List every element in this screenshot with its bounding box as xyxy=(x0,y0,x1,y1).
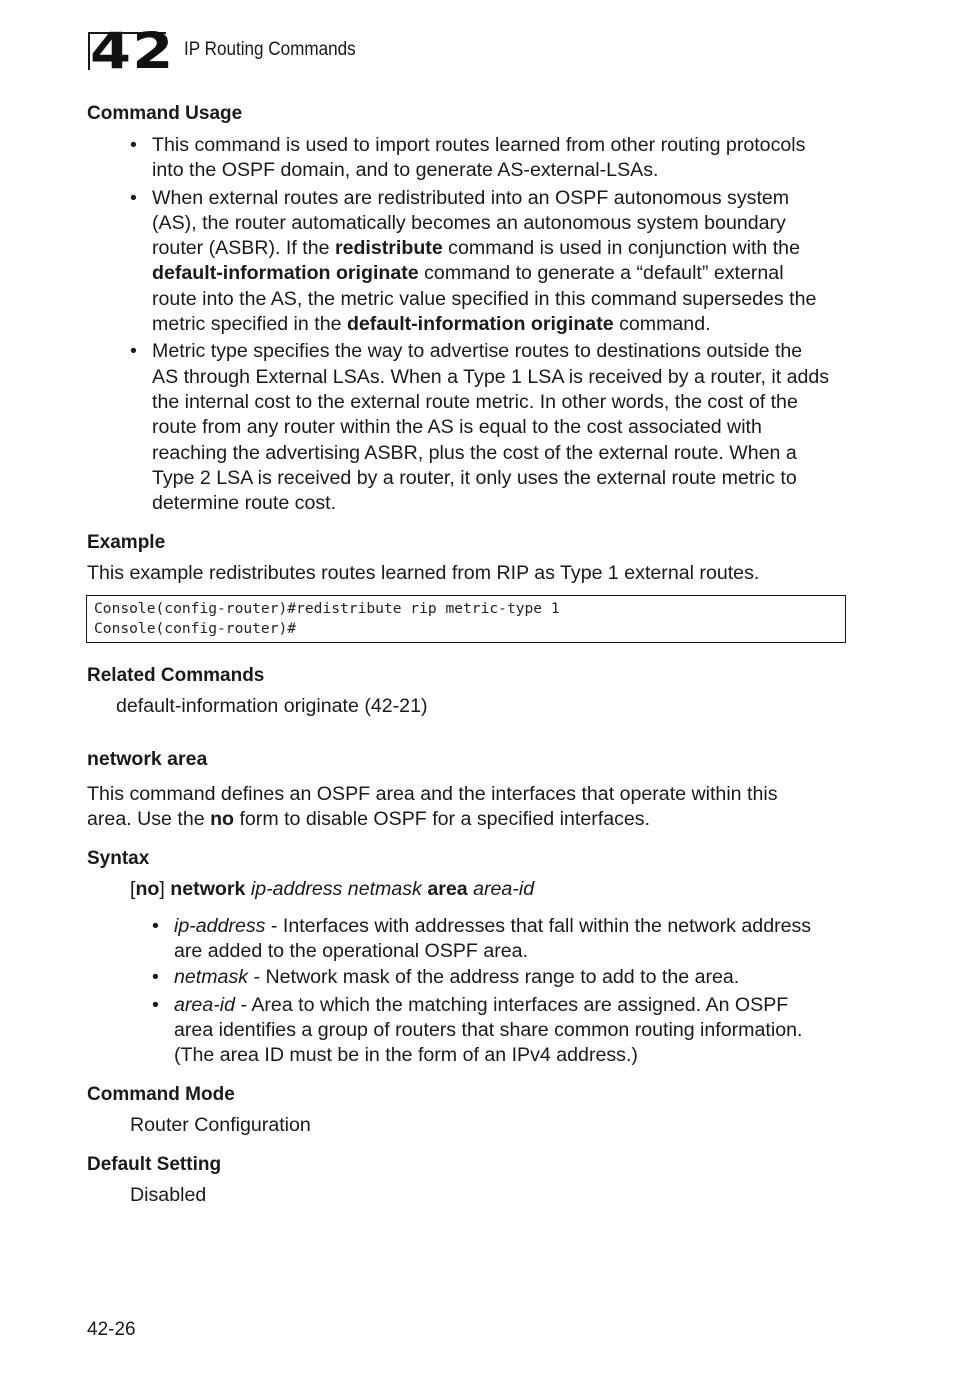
code-example xyxy=(86,595,846,643)
command-mode-heading: Command Mode xyxy=(87,1084,235,1105)
list-item: • netmask - Network mask of the address range to add to the area. xyxy=(152,965,740,988)
list-item: • When external routes are redistributed into an OSPF autonomous system (AS), the router automatically becomes an autonomous system boundary router (ASBR). If the redistribute command is used in conjunction with the default-information originate command to generate a “default” external route into the AS, the metric value specified in this command supersedes the metric specified in the default-information originate command. xyxy=(130,186,817,336)
list-item: • ip-address - Interfaces with addresses that fall within the network address are added to the operational OSPF area. xyxy=(152,915,812,963)
related-commands-heading: Related Commands xyxy=(87,665,265,686)
syntax-parameter-list xyxy=(152,914,812,1069)
list-item: • Metric type specifies the way to advertise routes to destinations outside the AS through External LSAs. When a Type 1 LSA is received by a router, it adds the internal cost to the external route metric. In other words, the cost of the route from any router within the AS is equal to the cost associated with reaching the advertising ASBR, plus the cost of the external route. When a Type 2 LSA is received by a router, it only uses the external route metric to determine route cost. xyxy=(130,340,830,515)
list-item: • This command is used to import routes learned from other routing protocols into the OSPF domain, and to generate AS-external-LSAs. xyxy=(130,134,806,182)
syntax-line: [no] network ip-address netmask area area-id xyxy=(130,878,535,900)
command-mode-value: Router Configuration xyxy=(130,1114,311,1136)
default-setting-value: Disabled xyxy=(130,1184,207,1206)
list-item: • area-id - Area to which the matching interfaces are assigned. An OSPF area identifies a group of routers that share common routing information. (The area ID must be in the form of an IPv4 address.) xyxy=(152,993,803,1067)
chapter-title: IP Routing Commands xyxy=(184,39,356,60)
related-command-link[interactable]: default-information originate (42-21) xyxy=(116,695,428,717)
chapter-number: 42 xyxy=(90,22,175,80)
example-text: This example redistributes routes learned from RIP as Type 1 external routes. xyxy=(87,562,760,584)
default-setting-heading: Default Setting xyxy=(87,1154,222,1175)
code-line: Console(config-router)#redistribute rip metric-type 1 xyxy=(94,600,560,617)
network-area-description: This command defines an OSPF area and the interfaces that operate within this area. Use the no form to disable OSPF for a specified interfaces. xyxy=(87,783,778,831)
command-usage-list xyxy=(130,133,830,516)
command-usage-heading: Command Usage xyxy=(87,103,243,124)
code-line: Console(config-router)# xyxy=(94,619,297,637)
network-area-heading: network area xyxy=(87,748,208,770)
page-number: 42-26 xyxy=(87,1319,136,1340)
example-heading: Example xyxy=(87,532,166,553)
syntax-heading: Syntax xyxy=(87,848,150,869)
